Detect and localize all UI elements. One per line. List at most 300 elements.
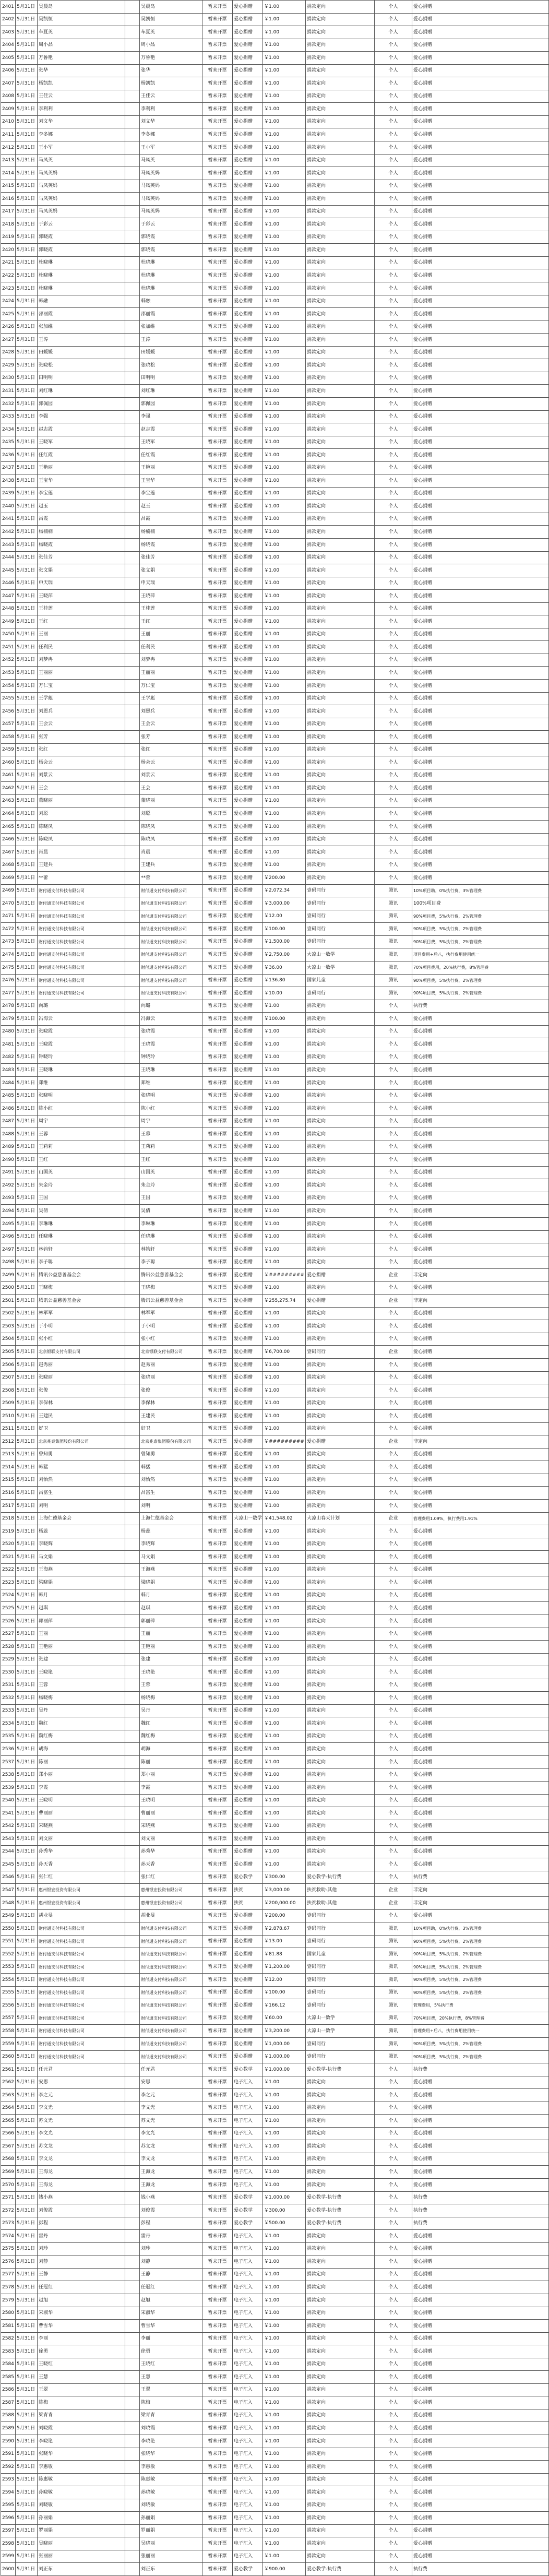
amount-cell: ￥1.00 — [263, 2448, 306, 2461]
payer-name-cell: 孙晓敏 — [140, 2486, 202, 2499]
row-number-cell: 2551 — [1, 1936, 16, 1948]
row-number-cell: 2535 — [1, 1730, 16, 1743]
invoice-status-cell: 暂未开票 — [202, 218, 233, 231]
purpose-cell: 捐款定向 — [306, 2422, 375, 2435]
payer-name-cell: 刘聪 — [140, 808, 202, 821]
donation-type-cell: 爱心捐赠 — [233, 1461, 263, 1474]
table-row — [1, 436, 549, 449]
purpose-cell: 捐款定向 — [306, 206, 375, 218]
donor-category-cell: 个人 — [375, 423, 412, 436]
amount-cell: ￥1.00 — [263, 1000, 306, 1013]
purpose-cell: 捐款定向 — [306, 180, 375, 193]
payer-name-cell: 刘红琳 — [140, 385, 202, 398]
donor-category-cell: 个人 — [375, 2409, 412, 2422]
donation-type-cell: 爱心捐赠 — [233, 1077, 263, 1090]
invoice-status-cell: 暂未开票 — [202, 1666, 233, 1679]
fund-usage-cell: 爱心捐赠 — [412, 2256, 549, 2269]
date-cell: 5月31日 — [16, 1449, 38, 1461]
purpose-cell: 国家儿童 — [306, 975, 375, 987]
row-number-cell: 2457 — [1, 718, 16, 731]
table-row — [1, 1717, 549, 1730]
purpose-cell: 捐款定向 — [306, 705, 375, 718]
fund-usage-cell: 爱心捐赠 — [412, 795, 549, 808]
invoice-status-cell: 暂未开票 — [202, 1871, 233, 1884]
invoice-status-cell: 暂未开票 — [202, 1500, 233, 1513]
donor-name-cell: 王蓉 — [38, 1679, 125, 1692]
blank-cell — [125, 1179, 140, 1192]
payer-name-cell: 刘俊霞 — [140, 2204, 202, 2217]
row-number-cell: 2403 — [1, 26, 16, 39]
donation-type-cell: 爱心捐赠 — [233, 1641, 263, 1654]
donor-name-cell: 李琳琳 — [38, 1218, 125, 1231]
donor-category-cell: 个人 — [375, 795, 412, 808]
donation-type-cell: 电子汇入 — [233, 2166, 263, 2179]
table-row — [1, 295, 549, 308]
donor-name-cell: 刘聪 — [38, 808, 125, 821]
date-cell: 5月31日 — [16, 2486, 38, 2499]
invoice-status-cell: 暂未开票 — [202, 257, 233, 269]
donor-name-cell: 苏文光 — [38, 2115, 125, 2128]
purpose-cell: 捐款定向 — [306, 347, 375, 359]
fund-usage-cell: 爱心捐赠 — [412, 1602, 549, 1615]
blank-cell — [125, 321, 140, 334]
purpose-cell: 捐款定向 — [306, 436, 375, 449]
amount-cell: ￥3,000.00 — [263, 1884, 306, 1897]
donor-category-cell: 腾讯 — [375, 1961, 412, 1974]
payer-name-cell: 王翠 — [140, 2384, 202, 2396]
payer-name-cell: 马凤英妈 — [140, 167, 202, 180]
table-row — [1, 731, 549, 744]
invoice-status-cell: 暂未开票 — [202, 372, 233, 385]
purpose-cell: 捐款定向 — [306, 2153, 375, 2166]
purpose-cell: 捐款定向 — [306, 334, 375, 347]
payer-name-cell: 刘文丽 — [140, 1833, 202, 1846]
invoice-status-cell: 暂未开票 — [202, 961, 233, 975]
fund-usage-cell: 爱心捐赠 — [412, 846, 549, 859]
row-number-cell: 2548 — [1, 1897, 16, 1910]
table-row — [1, 1858, 549, 1871]
blank-cell — [125, 462, 140, 474]
donation-type-cell: 爱心捐赠 — [233, 539, 263, 552]
amount-cell: ￥1.00 — [263, 295, 306, 308]
date-cell: 5月31日 — [16, 1090, 38, 1102]
fund-usage-cell: 爱心捐赠 — [412, 564, 549, 577]
invoice-status-cell: 暂未开票 — [202, 231, 233, 244]
purpose-cell: 捐款定向 — [306, 1243, 375, 1256]
donor-name-cell: 王丽 — [38, 1628, 125, 1641]
invoice-status-cell: 暂未开票 — [202, 641, 233, 654]
amount-cell: ￥1.00 — [263, 603, 306, 615]
donation-type-cell: 爱心捐赠 — [233, 1846, 263, 1858]
donation-type-cell: 爱心捐赠 — [233, 1090, 263, 1102]
table-row — [1, 308, 549, 321]
donation-type-cell: 爱心捐赠 — [233, 2025, 263, 2038]
payer-name-cell: 财付通支付科技有限公司 — [140, 948, 202, 961]
row-number-cell: 2434 — [1, 423, 16, 436]
donation-type-cell: 爱心捐赠 — [233, 77, 263, 90]
donor-category-cell: 个人 — [375, 1474, 412, 1487]
amount-cell: ￥1.00 — [263, 1615, 306, 1628]
donor-category-cell: 个人 — [375, 1038, 412, 1051]
invoice-status-cell: 暂未开票 — [202, 1999, 233, 2012]
invoice-status-cell: 暂未开票 — [202, 128, 233, 141]
donor-category-cell: 个人 — [375, 1576, 412, 1589]
donor-category-cell: 个人 — [375, 1410, 412, 1423]
invoice-status-cell: 暂未开票 — [202, 1077, 233, 1090]
payer-name-cell: 赵志霞 — [140, 423, 202, 436]
table-row — [1, 2448, 549, 2461]
table-row — [1, 961, 549, 975]
date-cell: 5月31日 — [16, 1999, 38, 2012]
invoice-status-cell: 暂未开票 — [202, 2486, 233, 2499]
fund-usage-cell: 爱心捐赠 — [412, 2294, 549, 2307]
payer-name-cell: 李利利 — [140, 103, 202, 116]
row-number-cell: 2401 — [1, 1, 16, 14]
payer-name-cell: 杨蕊 — [140, 1525, 202, 1538]
payer-name-cell: 罗丽娟 — [140, 2525, 202, 2537]
table-row — [1, 1538, 549, 1551]
purpose-cell: 壹码同行 — [306, 885, 375, 897]
donor-category-cell: 个人 — [375, 756, 412, 769]
donor-name-cell: 王宝华 — [38, 474, 125, 488]
amount-cell: ￥1,200.00 — [263, 1961, 306, 1974]
invoice-status-cell: 暂未开票 — [202, 2563, 233, 2576]
donation-type-cell: 爱心捐赠 — [233, 1435, 263, 1449]
fund-usage-cell: 爱心捐赠 — [412, 1717, 549, 1730]
table-row — [1, 2486, 549, 2499]
table-row — [1, 1487, 549, 1500]
donation-type-cell: 爱心捐赠 — [233, 744, 263, 756]
purpose-cell: 捐款定向 — [306, 474, 375, 488]
fund-usage-cell: 爱心捐赠 — [412, 513, 549, 526]
donation-type-cell: 爱心捐赠 — [233, 103, 263, 116]
row-number-cell: 2530 — [1, 1666, 16, 1679]
payer-name-cell: 财付通支付科技有限公司 — [140, 1961, 202, 1974]
row-number-cell: 2595 — [1, 2499, 16, 2512]
donor-name-cell: 郑维 — [38, 1077, 125, 1090]
purpose-cell: 捐款定向 — [306, 2499, 375, 2512]
date-cell: 5月31日 — [16, 641, 38, 654]
payer-name-cell: 好卫 — [140, 1423, 202, 1435]
purpose-cell: 捐款定向 — [306, 552, 375, 564]
date-cell: 5月31日 — [16, 2269, 38, 2281]
donor-category-cell: 个人 — [375, 1231, 412, 1243]
fund-usage-cell: 爱心捐赠 — [412, 1679, 549, 1692]
table-row — [1, 552, 549, 564]
payer-name-cell: 王晓萍 — [140, 590, 202, 603]
donation-type-cell: 爱心捐赠 — [233, 526, 263, 539]
donor-name-cell: 王晓军 — [38, 436, 125, 449]
purpose-cell: 捐款定向 — [306, 2435, 375, 2448]
donation-type-cell: 爱心捐赠 — [233, 128, 263, 141]
table-row — [1, 859, 549, 872]
amount-cell: ￥1.00 — [263, 26, 306, 39]
blank-cell — [125, 2461, 140, 2474]
table-row — [1, 1961, 549, 1974]
purpose-cell: 壹码同行 — [306, 2051, 375, 2063]
donation-type-cell: 爱心捐赠 — [233, 398, 263, 411]
amount-cell: ￥1.00 — [263, 231, 306, 244]
donor-name-cell: 上海仁德基金会 — [38, 1513, 125, 1525]
blank-cell — [125, 552, 140, 564]
donor-category-cell: 个人 — [375, 2537, 412, 2550]
row-number-cell: 2442 — [1, 526, 16, 539]
payer-name-cell: 杜晓琳 — [140, 257, 202, 269]
blank-cell — [125, 2076, 140, 2089]
row-number-cell: 2468 — [1, 859, 16, 872]
table-row — [1, 141, 549, 155]
donor-name-cell: 张晓霞 — [38, 1026, 125, 1038]
table-row — [1, 1807, 549, 1820]
purpose-cell: 捐款定向 — [306, 2358, 375, 2371]
date-cell: 5月31日 — [16, 1589, 38, 1602]
amount-cell: ￥1.00 — [263, 1756, 306, 1769]
donation-type-cell: 爱心捐赠 — [233, 1769, 263, 1782]
table-row — [1, 488, 549, 500]
donor-name-cell: 王建兵 — [38, 859, 125, 872]
blank-cell — [125, 1910, 140, 1922]
donation-type-cell: 爱心捐赠 — [233, 1679, 263, 1692]
purpose-cell: 捐款定向 — [306, 654, 375, 667]
row-number-cell: 2597 — [1, 2525, 16, 2537]
date-cell: 5月31日 — [16, 90, 38, 103]
donation-type-cell: 爱心捐赠 — [233, 577, 263, 590]
date-cell: 5月31日 — [16, 2448, 38, 2461]
fund-usage-cell: 爱心捐赠 — [412, 1320, 549, 1333]
fund-usage-cell: 爱心捐赠 — [412, 474, 549, 488]
donor-name-cell: 财付通支付科技有限公司 — [38, 975, 125, 987]
donor-name-cell: 李文龙 — [38, 2153, 125, 2166]
fund-usage-cell: 90%项目费，5%执行费，2%管理费 — [412, 910, 549, 923]
table-row — [1, 1295, 549, 1308]
purpose-cell: 捐款定向 — [306, 1846, 375, 1858]
blank-cell — [125, 654, 140, 667]
fund-usage-cell: 爱心捐赠 — [412, 218, 549, 231]
donation-type-cell: 爱心捐赠 — [233, 308, 263, 321]
donor-category-cell: 腾讯 — [375, 2012, 412, 2025]
purpose-cell: 捐款定向 — [306, 1461, 375, 1474]
payer-name-cell: 陈晓凤 — [140, 821, 202, 834]
fund-usage-cell: 爱心捐赠 — [412, 2230, 549, 2243]
row-number-cell: 2472 — [1, 923, 16, 936]
amount-cell: ￥1.00 — [263, 206, 306, 218]
purpose-cell: 捐款定向 — [306, 2230, 375, 2243]
donor-name-cell: 陈晓凤 — [38, 834, 125, 846]
donor-category-cell: 个人 — [375, 1256, 412, 1269]
invoice-status-cell: 暂未开票 — [202, 1922, 233, 1936]
row-number-cell: 2501 — [1, 1295, 16, 1308]
purpose-cell: 捐款定向 — [306, 26, 375, 39]
payer-name-cell: 财付通支付科技有限公司 — [140, 1999, 202, 2012]
donation-type-cell: 爱心捐赠 — [233, 1974, 263, 1987]
blank-cell — [125, 1346, 140, 1359]
table-row — [1, 52, 549, 65]
fund-usage-cell: 10%项目助，0%执行费，3%管理费 — [412, 1922, 549, 1936]
date-cell: 5月31日 — [16, 1730, 38, 1743]
donor-name-cell: 王丽丽 — [38, 667, 125, 680]
donation-type-cell: 爱心捐赠 — [233, 1449, 263, 1461]
fund-usage-cell: 爱心捐赠 — [412, 769, 549, 782]
invoice-status-cell: 暂未开票 — [202, 1320, 233, 1333]
table-row — [1, 1743, 549, 1756]
donor-name-cell: 李之元 — [38, 2089, 125, 2102]
payer-name-cell: 财付通支付科技有限公司 — [140, 1987, 202, 1999]
invoice-status-cell: 暂未开票 — [202, 1295, 233, 1308]
blank-cell — [125, 1782, 140, 1795]
date-cell: 5月31日 — [16, 1243, 38, 1256]
invoice-status-cell: 暂未开票 — [202, 756, 233, 769]
table-row — [1, 744, 549, 756]
donor-category-cell: 个人 — [375, 500, 412, 513]
blank-cell — [125, 2320, 140, 2333]
donor-name-cell: 孙晓敏 — [38, 2486, 125, 2499]
table-row — [1, 155, 549, 167]
fund-usage-cell: 管理费用，5%执行费 — [412, 1999, 549, 2012]
row-number-cell: 2402 — [1, 14, 16, 26]
row-number-cell: 2559 — [1, 2038, 16, 2051]
donor-category-cell: 个人 — [375, 2089, 412, 2102]
donor-category-cell: 个人 — [375, 1705, 412, 1717]
amount-cell: ￥900.00 — [263, 2563, 306, 2576]
fund-usage-cell: 爱心捐赠 — [412, 1179, 549, 1192]
invoice-status-cell: 暂未开票 — [202, 872, 233, 885]
donor-category-cell: 个人 — [375, 244, 412, 257]
purpose-cell: 捐款定向 — [306, 2448, 375, 2461]
table-row — [1, 1282, 549, 1295]
date-cell: 5月31日 — [16, 564, 38, 577]
donation-type-cell: 爱心捐赠 — [233, 218, 263, 231]
row-number-cell: 2564 — [1, 2102, 16, 2115]
amount-cell: ￥1.00 — [263, 2294, 306, 2307]
blank-cell — [125, 39, 140, 52]
payer-name-cell: 财付通支付科技有限公司 — [140, 2051, 202, 2063]
row-number-cell: 2578 — [1, 2281, 16, 2294]
donor-name-cell: 财付通支付科技有限公司 — [38, 2051, 125, 2063]
row-number-cell: 2536 — [1, 1743, 16, 1756]
amount-cell: ￥1.00 — [263, 1730, 306, 1743]
payer-name-cell: 山国英 — [140, 1167, 202, 1179]
blank-cell — [125, 1295, 140, 1308]
donor-name-cell: 吴晓丽 — [38, 2537, 125, 2550]
invoice-status-cell: 暂未开票 — [202, 1487, 233, 1500]
purpose-cell: 捐款定向 — [306, 77, 375, 90]
invoice-status-cell: 暂未开票 — [202, 1705, 233, 1717]
donation-type-cell: 电子汇入 — [233, 2384, 263, 2396]
donation-type-cell: 爱心捐赠 — [233, 1320, 263, 1333]
date-cell: 5月31日 — [16, 257, 38, 269]
purpose-cell: 捐款定向 — [306, 193, 375, 206]
amount-cell: ￥1.00 — [263, 731, 306, 744]
donor-category-cell: 个人 — [375, 628, 412, 641]
amount-cell: ￥1.00 — [263, 2345, 306, 2358]
blank-cell — [125, 782, 140, 795]
amount-cell: ￥1.00 — [263, 218, 306, 231]
date-cell: 5月31日 — [16, 180, 38, 193]
donation-type-cell: 爱心捐赠 — [233, 654, 263, 667]
donor-category-cell: 个人 — [375, 2230, 412, 2243]
blank-cell — [125, 141, 140, 155]
fund-usage-cell: 爱心捐赠 — [412, 2115, 549, 2128]
table-row — [1, 1064, 549, 1077]
donor-name-cell: 向璐 — [38, 1000, 125, 1013]
purpose-cell: 捐款定向 — [306, 513, 375, 526]
amount-cell: ￥1.00 — [263, 526, 306, 539]
table-row — [1, 2294, 549, 2307]
invoice-status-cell: 暂未开票 — [202, 167, 233, 180]
blank-cell — [125, 372, 140, 385]
fund-usage-cell: 爱心捐赠 — [412, 1564, 549, 1576]
amount-cell: ￥1.00 — [263, 65, 306, 77]
row-number-cell: 2546 — [1, 1871, 16, 1884]
blank-cell — [125, 564, 140, 577]
blank-cell — [125, 1807, 140, 1820]
row-number-cell: 2545 — [1, 1858, 16, 1871]
fund-usage-cell: 爱心捐赠 — [412, 2089, 549, 2102]
donor-name-cell: 孙秀华 — [38, 1846, 125, 1858]
donation-type-cell: 电子汇入 — [233, 2256, 263, 2269]
table-row — [1, 923, 549, 936]
donor-category-cell: 个人 — [375, 1205, 412, 1218]
fund-usage-cell: 爱心捐赠 — [412, 1641, 549, 1654]
table-row — [1, 1397, 549, 1410]
amount-cell: ￥######### — [263, 1435, 306, 1449]
row-number-cell: 2496 — [1, 1231, 16, 1243]
amount-cell: ￥1.00 — [263, 654, 306, 667]
blank-cell — [125, 1769, 140, 1782]
payer-name-cell: 苏文光 — [140, 2115, 202, 2128]
amount-cell: ￥1.00 — [263, 2396, 306, 2409]
date-cell: 5月31日 — [16, 628, 38, 641]
fund-usage-cell: 爱心捐赠 — [412, 2140, 549, 2153]
table-row — [1, 1013, 549, 1026]
amount-cell: ￥36.00 — [263, 961, 306, 975]
blank-cell — [125, 155, 140, 167]
payer-name-cell: 李晓辉 — [140, 1538, 202, 1551]
purpose-cell: 捐款定向 — [306, 1218, 375, 1231]
purpose-cell: 捐款定向 — [306, 1115, 375, 1128]
invoice-status-cell: 暂未开票 — [202, 2179, 233, 2192]
amount-cell: ￥1.00 — [263, 334, 306, 347]
purpose-cell: 捐款定向 — [306, 834, 375, 846]
payer-name-cell: 周小晶 — [140, 39, 202, 52]
donor-category-cell: 个人 — [375, 1384, 412, 1397]
fund-usage-cell: 爱心捐赠 — [412, 2499, 549, 2512]
fund-usage-cell: 爱心捐赠 — [412, 231, 549, 244]
amount-cell: ￥1.00 — [263, 1141, 306, 1154]
fund-usage-cell: 爱心捐赠 — [412, 1218, 549, 1231]
donation-type-cell: 爱心捐赠 — [233, 411, 263, 423]
donor-name-cell: 宋淑华 — [38, 2307, 125, 2320]
invoice-status-cell: 暂未开票 — [202, 1435, 233, 1449]
donor-category-cell: 个人 — [375, 1333, 412, 1346]
table-row — [1, 987, 549, 1000]
row-number-cell: 2426 — [1, 321, 16, 334]
table-row — [1, 2140, 549, 2153]
donor-name-cell: 杨晓梅 — [38, 1692, 125, 1705]
invoice-status-cell: 暂未开票 — [202, 2499, 233, 2512]
donation-type-cell: 爱心捐赠 — [233, 474, 263, 488]
row-number-cell: 2555 — [1, 1987, 16, 1999]
invoice-status-cell: 暂未开票 — [202, 1115, 233, 1128]
invoice-status-cell: 暂未开票 — [202, 1397, 233, 1410]
donor-category-cell: 个人 — [375, 552, 412, 564]
purpose-cell: 捐款定向 — [306, 718, 375, 731]
date-cell: 5月31日 — [16, 2230, 38, 2243]
donation-type-cell: 爱心捐赠 — [233, 52, 263, 65]
row-number-cell: 2575 — [1, 2243, 16, 2256]
payer-name-cell: 王丽丽 — [140, 667, 202, 680]
date-cell: 5月31日 — [16, 488, 38, 500]
